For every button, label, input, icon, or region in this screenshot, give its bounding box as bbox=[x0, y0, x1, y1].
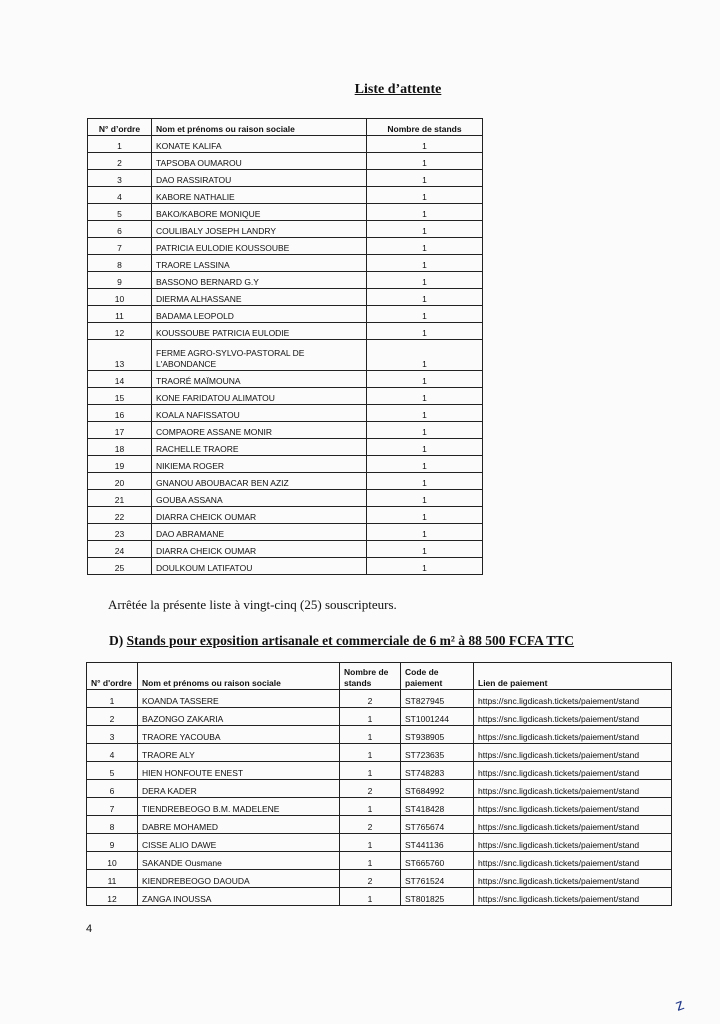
cell-order: 24 bbox=[88, 541, 152, 558]
cell-stands: 1 bbox=[340, 762, 401, 780]
cell-stands: 1 bbox=[367, 541, 483, 558]
cell-payment-code: ST1001244 bbox=[401, 708, 474, 726]
cell-stands: 1 bbox=[367, 136, 483, 153]
cell-stands: 1 bbox=[367, 524, 483, 541]
cell-name: BAKO/KABORE MONIQUE bbox=[152, 204, 367, 221]
cell-payment-link: https://snc.ligdicash.tickets/paiement/stand bbox=[474, 690, 672, 708]
cell-order: 9 bbox=[88, 272, 152, 289]
table-row bbox=[88, 422, 483, 439]
table-row bbox=[87, 690, 672, 708]
cell-payment-code: ST684992 bbox=[401, 780, 474, 798]
cell-stands: 1 bbox=[367, 340, 483, 371]
table-row bbox=[88, 323, 483, 340]
cell-order: 23 bbox=[88, 524, 152, 541]
cell-name: DERA KADER bbox=[138, 780, 340, 798]
cell-stands: 1 bbox=[367, 405, 483, 422]
cell-stands: 1 bbox=[367, 272, 483, 289]
cell-stands: 1 bbox=[367, 422, 483, 439]
cell-name: COULIBALY JOSEPH LANDRY bbox=[152, 221, 367, 238]
cell-order: 20 bbox=[88, 473, 152, 490]
header-name: Nom et prénoms ou raison sociale bbox=[152, 119, 367, 136]
cell-stands: 1 bbox=[367, 507, 483, 524]
cell-name: TIENDREBEOGO B.M. MADELENE bbox=[138, 798, 340, 816]
cell-stands: 1 bbox=[367, 221, 483, 238]
header-name: Nom et prénoms ou raison sociale bbox=[138, 663, 340, 690]
cell-stands: 1 bbox=[340, 726, 401, 744]
cell-order: 8 bbox=[88, 255, 152, 272]
table-row bbox=[88, 490, 483, 507]
handwritten-mark: z bbox=[673, 996, 687, 1015]
cell-order: 12 bbox=[87, 888, 138, 906]
header-payment-code: Code de paiement bbox=[401, 663, 474, 690]
table-row bbox=[88, 187, 483, 204]
cell-name: DAO RASSIRATOU bbox=[152, 170, 367, 187]
page-number: 4 bbox=[86, 923, 93, 935]
cell-stands: 1 bbox=[340, 834, 401, 852]
cell-stands: 1 bbox=[367, 187, 483, 204]
closing-note: Arrêtée la présente liste à vingt-cinq (25) souscripteurs. bbox=[108, 597, 397, 612]
cell-name: KOUSSOUBE PATRICIA EULODIE bbox=[152, 323, 367, 340]
cell-name: BASSONO BERNARD G.Y bbox=[152, 272, 367, 289]
section-title: Stands pour exposition artisanale et commerciale de 6 m² à 88 500 FCFA TTC bbox=[126, 633, 575, 648]
table-row bbox=[88, 473, 483, 490]
cell-name: COMPAORE ASSANE MONIR bbox=[152, 422, 367, 439]
cell-payment-code: ST801825 bbox=[401, 888, 474, 906]
table-row bbox=[88, 524, 483, 541]
cell-order: 4 bbox=[87, 744, 138, 762]
cell-order: 11 bbox=[88, 306, 152, 323]
table-row bbox=[88, 170, 483, 187]
cell-name: DABRE MOHAMED bbox=[138, 816, 340, 834]
cell-name: PATRICIA EULODIE KOUSSOUBE bbox=[152, 238, 367, 255]
cell-order: 6 bbox=[87, 780, 138, 798]
cell-order: 13 bbox=[88, 340, 152, 371]
table-row bbox=[87, 870, 672, 888]
cell-stands: 1 bbox=[367, 558, 483, 575]
table-row bbox=[88, 371, 483, 388]
cell-name: DIERMA ALHASSANE bbox=[152, 289, 367, 306]
cell-name: TRAORE YACOUBA bbox=[138, 726, 340, 744]
cell-name: SAKANDE Ousmane bbox=[138, 852, 340, 870]
cell-stands: 1 bbox=[367, 490, 483, 507]
cell-stands: 1 bbox=[367, 473, 483, 490]
waitlist-body bbox=[88, 136, 483, 575]
header-stands: Nombre de stands bbox=[367, 119, 483, 136]
cell-name: KONE FARIDATOU ALIMATOU bbox=[152, 388, 367, 405]
cell-stands: 2 bbox=[340, 870, 401, 888]
cell-order: 21 bbox=[88, 490, 152, 507]
cell-payment-link: https://snc.ligdicash.tickets/paiement/stand bbox=[474, 870, 672, 888]
cell-payment-link: https://snc.ligdicash.tickets/paiement/stand bbox=[474, 780, 672, 798]
cell-payment-link: https://snc.ligdicash.tickets/paiement/stand bbox=[474, 762, 672, 780]
cell-stands: 1 bbox=[367, 371, 483, 388]
cell-order: 3 bbox=[87, 726, 138, 744]
cell-order: 10 bbox=[87, 852, 138, 870]
table-row bbox=[88, 221, 483, 238]
cell-order: 25 bbox=[88, 558, 152, 575]
table-row bbox=[87, 798, 672, 816]
cell-name: DIARRA CHEICK OUMAR bbox=[152, 541, 367, 558]
stands-table bbox=[86, 662, 672, 906]
cell-name: FERME AGRO-SYLVO-PASTORAL DE L'ABONDANCE bbox=[152, 340, 367, 371]
cell-order: 17 bbox=[88, 422, 152, 439]
cell-name: CISSE ALIO DAWE bbox=[138, 834, 340, 852]
cell-payment-link: https://snc.ligdicash.tickets/paiement/stand bbox=[474, 726, 672, 744]
cell-order: 5 bbox=[87, 762, 138, 780]
cell-order: 2 bbox=[87, 708, 138, 726]
cell-order: 5 bbox=[88, 204, 152, 221]
cell-payment-link: https://snc.ligdicash.tickets/paiement/stand bbox=[474, 816, 672, 834]
cell-stands: 1 bbox=[340, 708, 401, 726]
cell-stands: 1 bbox=[340, 798, 401, 816]
cell-payment-code: ST765674 bbox=[401, 816, 474, 834]
header-order: N° d'ordre bbox=[87, 663, 138, 690]
cell-stands: 1 bbox=[367, 204, 483, 221]
cell-name: RACHELLE TRAORE bbox=[152, 439, 367, 456]
header-payment-link: Lien de paiement bbox=[474, 663, 672, 690]
cell-order: 1 bbox=[88, 136, 152, 153]
cell-name: TRAORÉ MAÏMOUNA bbox=[152, 371, 367, 388]
table-header-row bbox=[88, 119, 483, 136]
cell-name: HIEN HONFOUTE ENEST bbox=[138, 762, 340, 780]
page-title: Liste d’attente bbox=[354, 82, 442, 97]
cell-payment-link: https://snc.ligdicash.tickets/paiement/stand bbox=[474, 834, 672, 852]
table-row bbox=[87, 888, 672, 906]
table-row bbox=[88, 439, 483, 456]
cell-payment-code: ST748283 bbox=[401, 762, 474, 780]
cell-stands: 1 bbox=[367, 439, 483, 456]
table-row bbox=[88, 238, 483, 255]
table-row bbox=[88, 306, 483, 323]
cell-name: KOALA NAFISSATOU bbox=[152, 405, 367, 422]
cell-order: 14 bbox=[88, 371, 152, 388]
table-row bbox=[88, 272, 483, 289]
cell-name: GOUBA ASSANA bbox=[152, 490, 367, 507]
header-order: N° d’ordre bbox=[88, 119, 152, 136]
cell-payment-link: https://snc.ligdicash.tickets/paiement/stand bbox=[474, 744, 672, 762]
cell-payment-code: ST827945 bbox=[401, 690, 474, 708]
cell-name: TAPSOBA OUMAROU bbox=[152, 153, 367, 170]
cell-stands: 1 bbox=[340, 744, 401, 762]
cell-order: 15 bbox=[88, 388, 152, 405]
table-row bbox=[87, 852, 672, 870]
cell-stands: 1 bbox=[367, 170, 483, 187]
cell-stands: 1 bbox=[367, 238, 483, 255]
cell-name: KONATE KALIFA bbox=[152, 136, 367, 153]
table-row bbox=[87, 816, 672, 834]
cell-order: 6 bbox=[88, 221, 152, 238]
cell-order: 11 bbox=[87, 870, 138, 888]
cell-order: 7 bbox=[87, 798, 138, 816]
table-row bbox=[88, 136, 483, 153]
cell-stands: 1 bbox=[367, 323, 483, 340]
table-row bbox=[88, 456, 483, 473]
table-row bbox=[87, 726, 672, 744]
cell-stands: 1 bbox=[367, 289, 483, 306]
cell-stands: 1 bbox=[340, 852, 401, 870]
table-row bbox=[87, 834, 672, 852]
cell-stands: 1 bbox=[367, 306, 483, 323]
cell-name: KIENDREBEOGO DAOUDA bbox=[138, 870, 340, 888]
table-row bbox=[87, 762, 672, 780]
cell-payment-code: ST418428 bbox=[401, 798, 474, 816]
cell-name: DAO ABRAMANE bbox=[152, 524, 367, 541]
cell-stands: 2 bbox=[340, 816, 401, 834]
cell-stands: 1 bbox=[367, 255, 483, 272]
cell-name: DOULKOUM LATIFATOU bbox=[152, 558, 367, 575]
cell-stands: 1 bbox=[367, 388, 483, 405]
table-row bbox=[88, 541, 483, 558]
stands-body bbox=[87, 690, 672, 906]
table-row bbox=[87, 708, 672, 726]
cell-name: KOANDA TASSERE bbox=[138, 690, 340, 708]
table-row bbox=[88, 153, 483, 170]
cell-order: 10 bbox=[88, 289, 152, 306]
cell-payment-code: ST723635 bbox=[401, 744, 474, 762]
cell-order: 7 bbox=[88, 238, 152, 255]
cell-payment-code: ST938905 bbox=[401, 726, 474, 744]
cell-order: 18 bbox=[88, 439, 152, 456]
table-row bbox=[88, 405, 483, 422]
table-row bbox=[88, 558, 483, 575]
cell-name: BAZONGO ZAKARIA bbox=[138, 708, 340, 726]
cell-name: DIARRA CHEICK OUMAR bbox=[152, 507, 367, 524]
cell-order: 8 bbox=[87, 816, 138, 834]
cell-payment-code: ST761524 bbox=[401, 870, 474, 888]
cell-name: TRAORE ALY bbox=[138, 744, 340, 762]
cell-order: 2 bbox=[88, 153, 152, 170]
cell-payment-link: https://snc.ligdicash.tickets/paiement/stand bbox=[474, 708, 672, 726]
table-row bbox=[87, 744, 672, 762]
cell-order: 12 bbox=[88, 323, 152, 340]
cell-name: GNANOU ABOUBACAR BEN AZIZ bbox=[152, 473, 367, 490]
table-row bbox=[88, 507, 483, 524]
cell-payment-link: https://snc.ligdicash.tickets/paiement/stand bbox=[474, 852, 672, 870]
cell-stands: 2 bbox=[340, 690, 401, 708]
cell-payment-link: https://snc.ligdicash.tickets/paiement/stand bbox=[474, 888, 672, 906]
cell-order: 19 bbox=[88, 456, 152, 473]
table-row bbox=[88, 388, 483, 405]
cell-payment-link: https://snc.ligdicash.tickets/paiement/stand bbox=[474, 798, 672, 816]
table-row bbox=[88, 204, 483, 221]
cell-stands: 1 bbox=[367, 153, 483, 170]
cell-order: 16 bbox=[88, 405, 152, 422]
cell-order: 3 bbox=[88, 170, 152, 187]
table-row bbox=[88, 289, 483, 306]
cell-payment-code: ST441136 bbox=[401, 834, 474, 852]
cell-stands: 2 bbox=[340, 780, 401, 798]
cell-order: 9 bbox=[87, 834, 138, 852]
cell-name: KABORE NATHALIE bbox=[152, 187, 367, 204]
cell-name: ZANGA INOUSSA bbox=[138, 888, 340, 906]
cell-order: 22 bbox=[88, 507, 152, 524]
table-header-row bbox=[87, 663, 672, 690]
waitlist-table bbox=[87, 118, 483, 575]
section-prefix: D) bbox=[109, 633, 124, 648]
cell-name: BADAMA LEOPOLD bbox=[152, 306, 367, 323]
cell-order: 4 bbox=[88, 187, 152, 204]
table-row bbox=[87, 780, 672, 798]
cell-stands: 1 bbox=[340, 888, 401, 906]
cell-payment-code: ST665760 bbox=[401, 852, 474, 870]
table-row bbox=[88, 255, 483, 272]
header-stands: Nombre de stands bbox=[340, 663, 401, 690]
cell-stands: 1 bbox=[367, 456, 483, 473]
table-row bbox=[88, 340, 483, 371]
cell-order: 1 bbox=[87, 690, 138, 708]
cell-name: TRAORE LASSINA bbox=[152, 255, 367, 272]
section-heading bbox=[109, 633, 574, 649]
cell-name: NIKIEMA ROGER bbox=[152, 456, 367, 473]
